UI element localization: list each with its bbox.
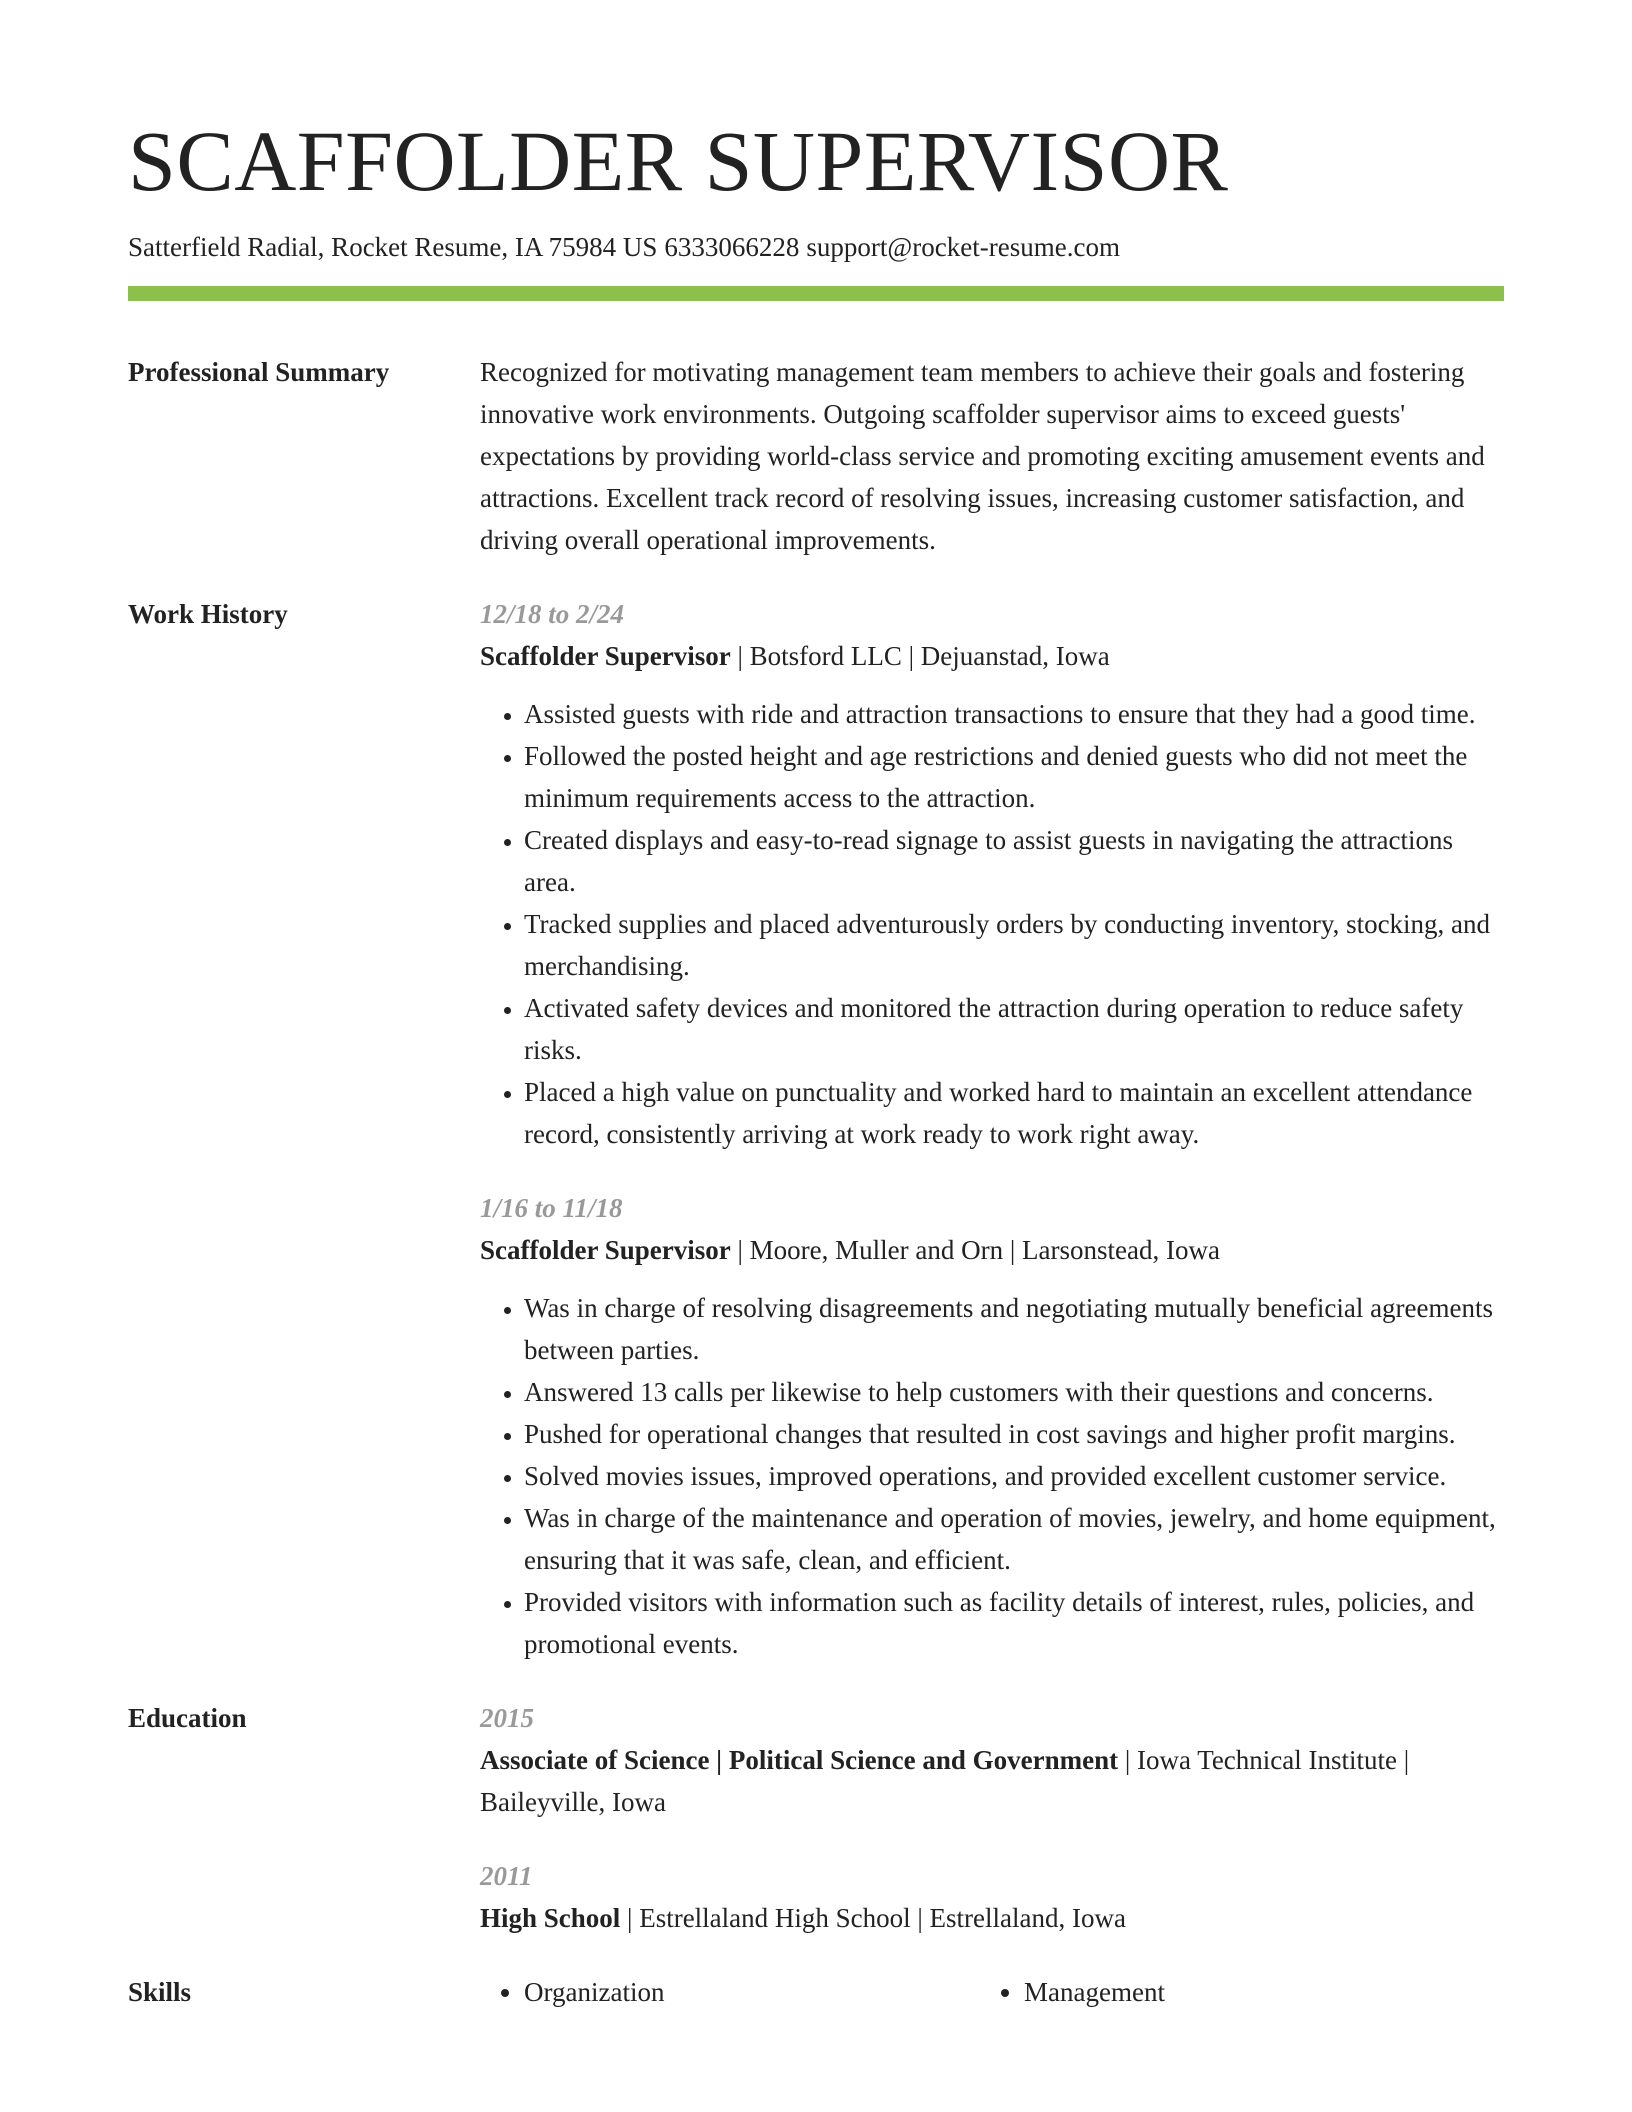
address: Satterfield Radial, Rocket Resume, IA 75984 US (128, 232, 658, 262)
job-details: | Moore, Muller and Orn | Larsonstead, Iowa (737, 1235, 1220, 1265)
summary-body (480, 351, 1504, 561)
job-title: Scaffolder Supervisor (480, 1235, 731, 1265)
job-entry (480, 1187, 1504, 1665)
degree: High School (480, 1903, 621, 1933)
job-title: Scaffolder Supervisor (480, 641, 731, 671)
email: support@rocket-resume.com (806, 232, 1120, 262)
bullet-item: • Placed a high value on punctuality and worked hard to maintain an excellent attendance record, consistently arriving at work ready to work right away. (524, 1071, 1504, 1155)
skills-body (480, 1971, 1504, 2013)
section-label-work-history: Work History (128, 599, 288, 629)
summary-section (128, 351, 1504, 561)
school-details: | Iowa Technical Institute | Baileyville, Iowa (480, 1745, 1410, 1817)
education-line (480, 1897, 1504, 1939)
work-history-body (480, 593, 1504, 1665)
skill-item: • Organization (524, 1971, 1004, 2013)
phone: 6333066228 (664, 232, 800, 262)
section-label-education: Education (128, 1703, 247, 1733)
job-details: | Botsford LLC | Dejuanstad, Iowa (737, 641, 1110, 671)
bullet-item: • Created displays and easy-to-read signage to assist guests in navigating the attractions area. (524, 819, 1504, 903)
education-body (480, 1697, 1504, 1939)
candidate-name: SCAFFOLDER SUPERVISOR (128, 113, 1229, 209)
bullet-item: • Solved movies issues, improved operations, and provided excellent customer service. (524, 1455, 1504, 1497)
skills-list (480, 1971, 1504, 2013)
bullet-item: • Answered 13 calls per likewise to help customers with their questions and concerns. (524, 1371, 1504, 1413)
contact-line (128, 231, 1120, 263)
bullet-item: • Was in charge of resolving disagreements and negotiating mutually beneficial agreements between parties. (524, 1287, 1504, 1371)
bullet-item: • Pushed for operational changes that resulted in cost savings and higher profit margins. (524, 1413, 1504, 1455)
bullet-item: • Activated safety devices and monitored the attraction during operation to reduce safety risks. (524, 987, 1504, 1071)
skills-section (128, 1971, 1504, 2013)
bullet-item: • Followed the posted height and age restrictions and denied guests who did not meet the minimum requirements access to the attraction. (524, 735, 1504, 819)
job-bullets (480, 693, 1504, 1155)
job-dates: 12/18 to 2/24 (480, 599, 625, 629)
work-history-section (128, 593, 1504, 1665)
job-title-line (480, 1229, 1504, 1271)
job-bullets (480, 1287, 1504, 1665)
accent-divider (128, 286, 1504, 301)
education-section (128, 1697, 1504, 1939)
degree: Associate of Science | Political Science and Government (480, 1745, 1119, 1775)
summary-text: Recognized for motivating management team members to achieve their goals and fostering innovative work environments. Outgoing scaffolder supervisor aims to exceed guests' expectations by providing world-class service and promoting exciting amusement events and attractions. Excellent track record of resolving issues, increasing customer satisfaction, and driving overall operational improvements. (480, 357, 1485, 555)
job-dates: 1/16 to 11/18 (480, 1193, 623, 1223)
education-year: 2011 (480, 1861, 533, 1891)
section-label-skills: Skills (128, 1977, 192, 2007)
education-line (480, 1739, 1504, 1823)
section-label-summary: Professional Summary (128, 357, 390, 387)
education-entry (480, 1697, 1504, 1823)
skill-item: • Management (1024, 1971, 1504, 2013)
education-year: 2015 (480, 1703, 534, 1733)
bullet-item: • Tracked supplies and placed adventurously orders by conducting inventory, stocking, and merchandising. (524, 903, 1504, 987)
bullet-item: • Assisted guests with ride and attraction transactions to ensure that they had a good time. (524, 693, 1504, 735)
job-entry (480, 593, 1504, 1155)
resume-content (128, 351, 1504, 2013)
school-details: | Estrellaland High School | Estrellaland, Iowa (627, 1903, 1126, 1933)
education-entry (480, 1855, 1504, 1939)
bullet-item: • Was in charge of the maintenance and operation of movies, jewelry, and home equipment, ensuring that it was safe, clean, and efficient. (524, 1497, 1504, 1581)
job-title-line (480, 635, 1504, 677)
bullet-item: • Provided visitors with information such as facility details of interest, rules, policies, and promotional events. (524, 1581, 1504, 1665)
